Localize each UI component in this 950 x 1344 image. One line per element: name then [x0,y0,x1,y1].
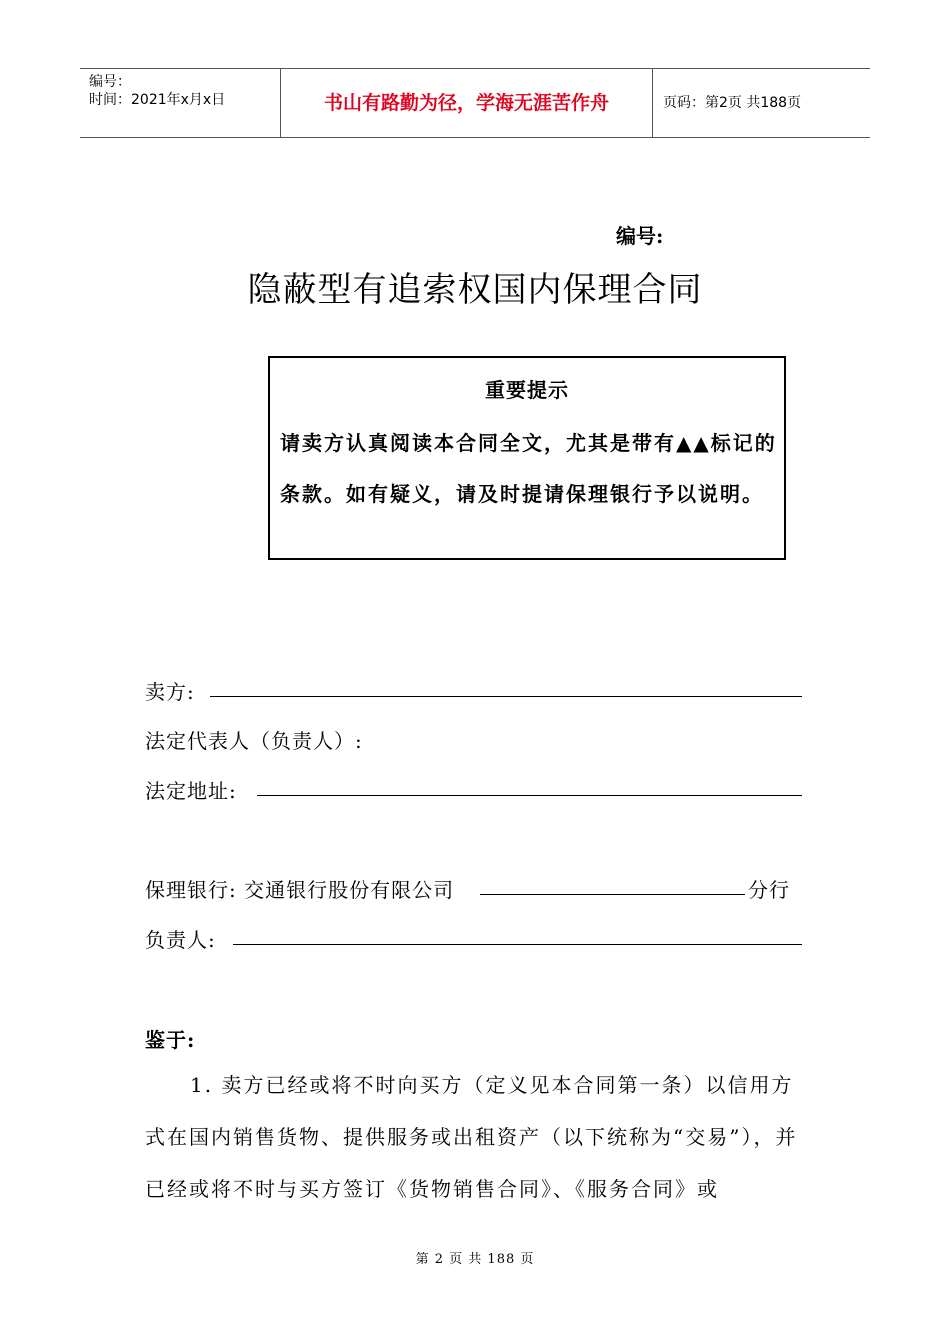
responsible-blank-line [233,944,802,945]
legal-address-blank-line [257,795,802,796]
notice-title: 重要提示 [485,378,569,402]
page-header [80,68,870,138]
whereas-heading: 鉴于: [145,1028,196,1052]
document-number-label: 编号: [616,224,664,248]
important-notice-box [268,356,786,560]
header-page-info: 页码：第2页 共188页 [663,95,802,111]
seller-blank-line [210,696,802,697]
legal-address-label: 法定地址: [145,779,237,803]
header-page-cell [653,69,870,137]
legal-rep-label: 法定代表人（负责人）: [145,729,363,753]
notice-body: 请卖方认真阅读本合同全文，尤其是带有▲▲标记的条款。如有疑义，请及时提请保理银行予以说明。 [280,431,777,506]
responsible-label: 负责人: [145,928,216,952]
bank-label: 保理银行: 交通银行股份有限公司 [145,878,455,902]
branch-suffix: 分行 [748,878,790,902]
header-number-label: 编号： [89,74,131,90]
document-title: 隐蔽型有追索权国内保理合同 [247,270,703,310]
page-footer: 第 2 页 共 188 页 [415,1252,535,1267]
header-meta-cell [80,69,281,137]
bank-branch-blank-line [480,894,745,895]
header-motto: 书山有路勤为径，学海无涯苦作舟 [323,92,609,114]
header-date-label: 时间：2021年x月x日 [89,92,226,108]
header-motto-cell [281,69,653,137]
whereas-clause-1: 1. 卖方已经或将不时向买方（定义见本合同第一条）以信用方式在国内销售货物、提供服务或出租资产（以下统称为“交易”），并已经或将不时与买方签订《货物销售合同》、《服务合同》或 [145,1073,798,1201]
seller-label: 卖方: [145,680,195,704]
